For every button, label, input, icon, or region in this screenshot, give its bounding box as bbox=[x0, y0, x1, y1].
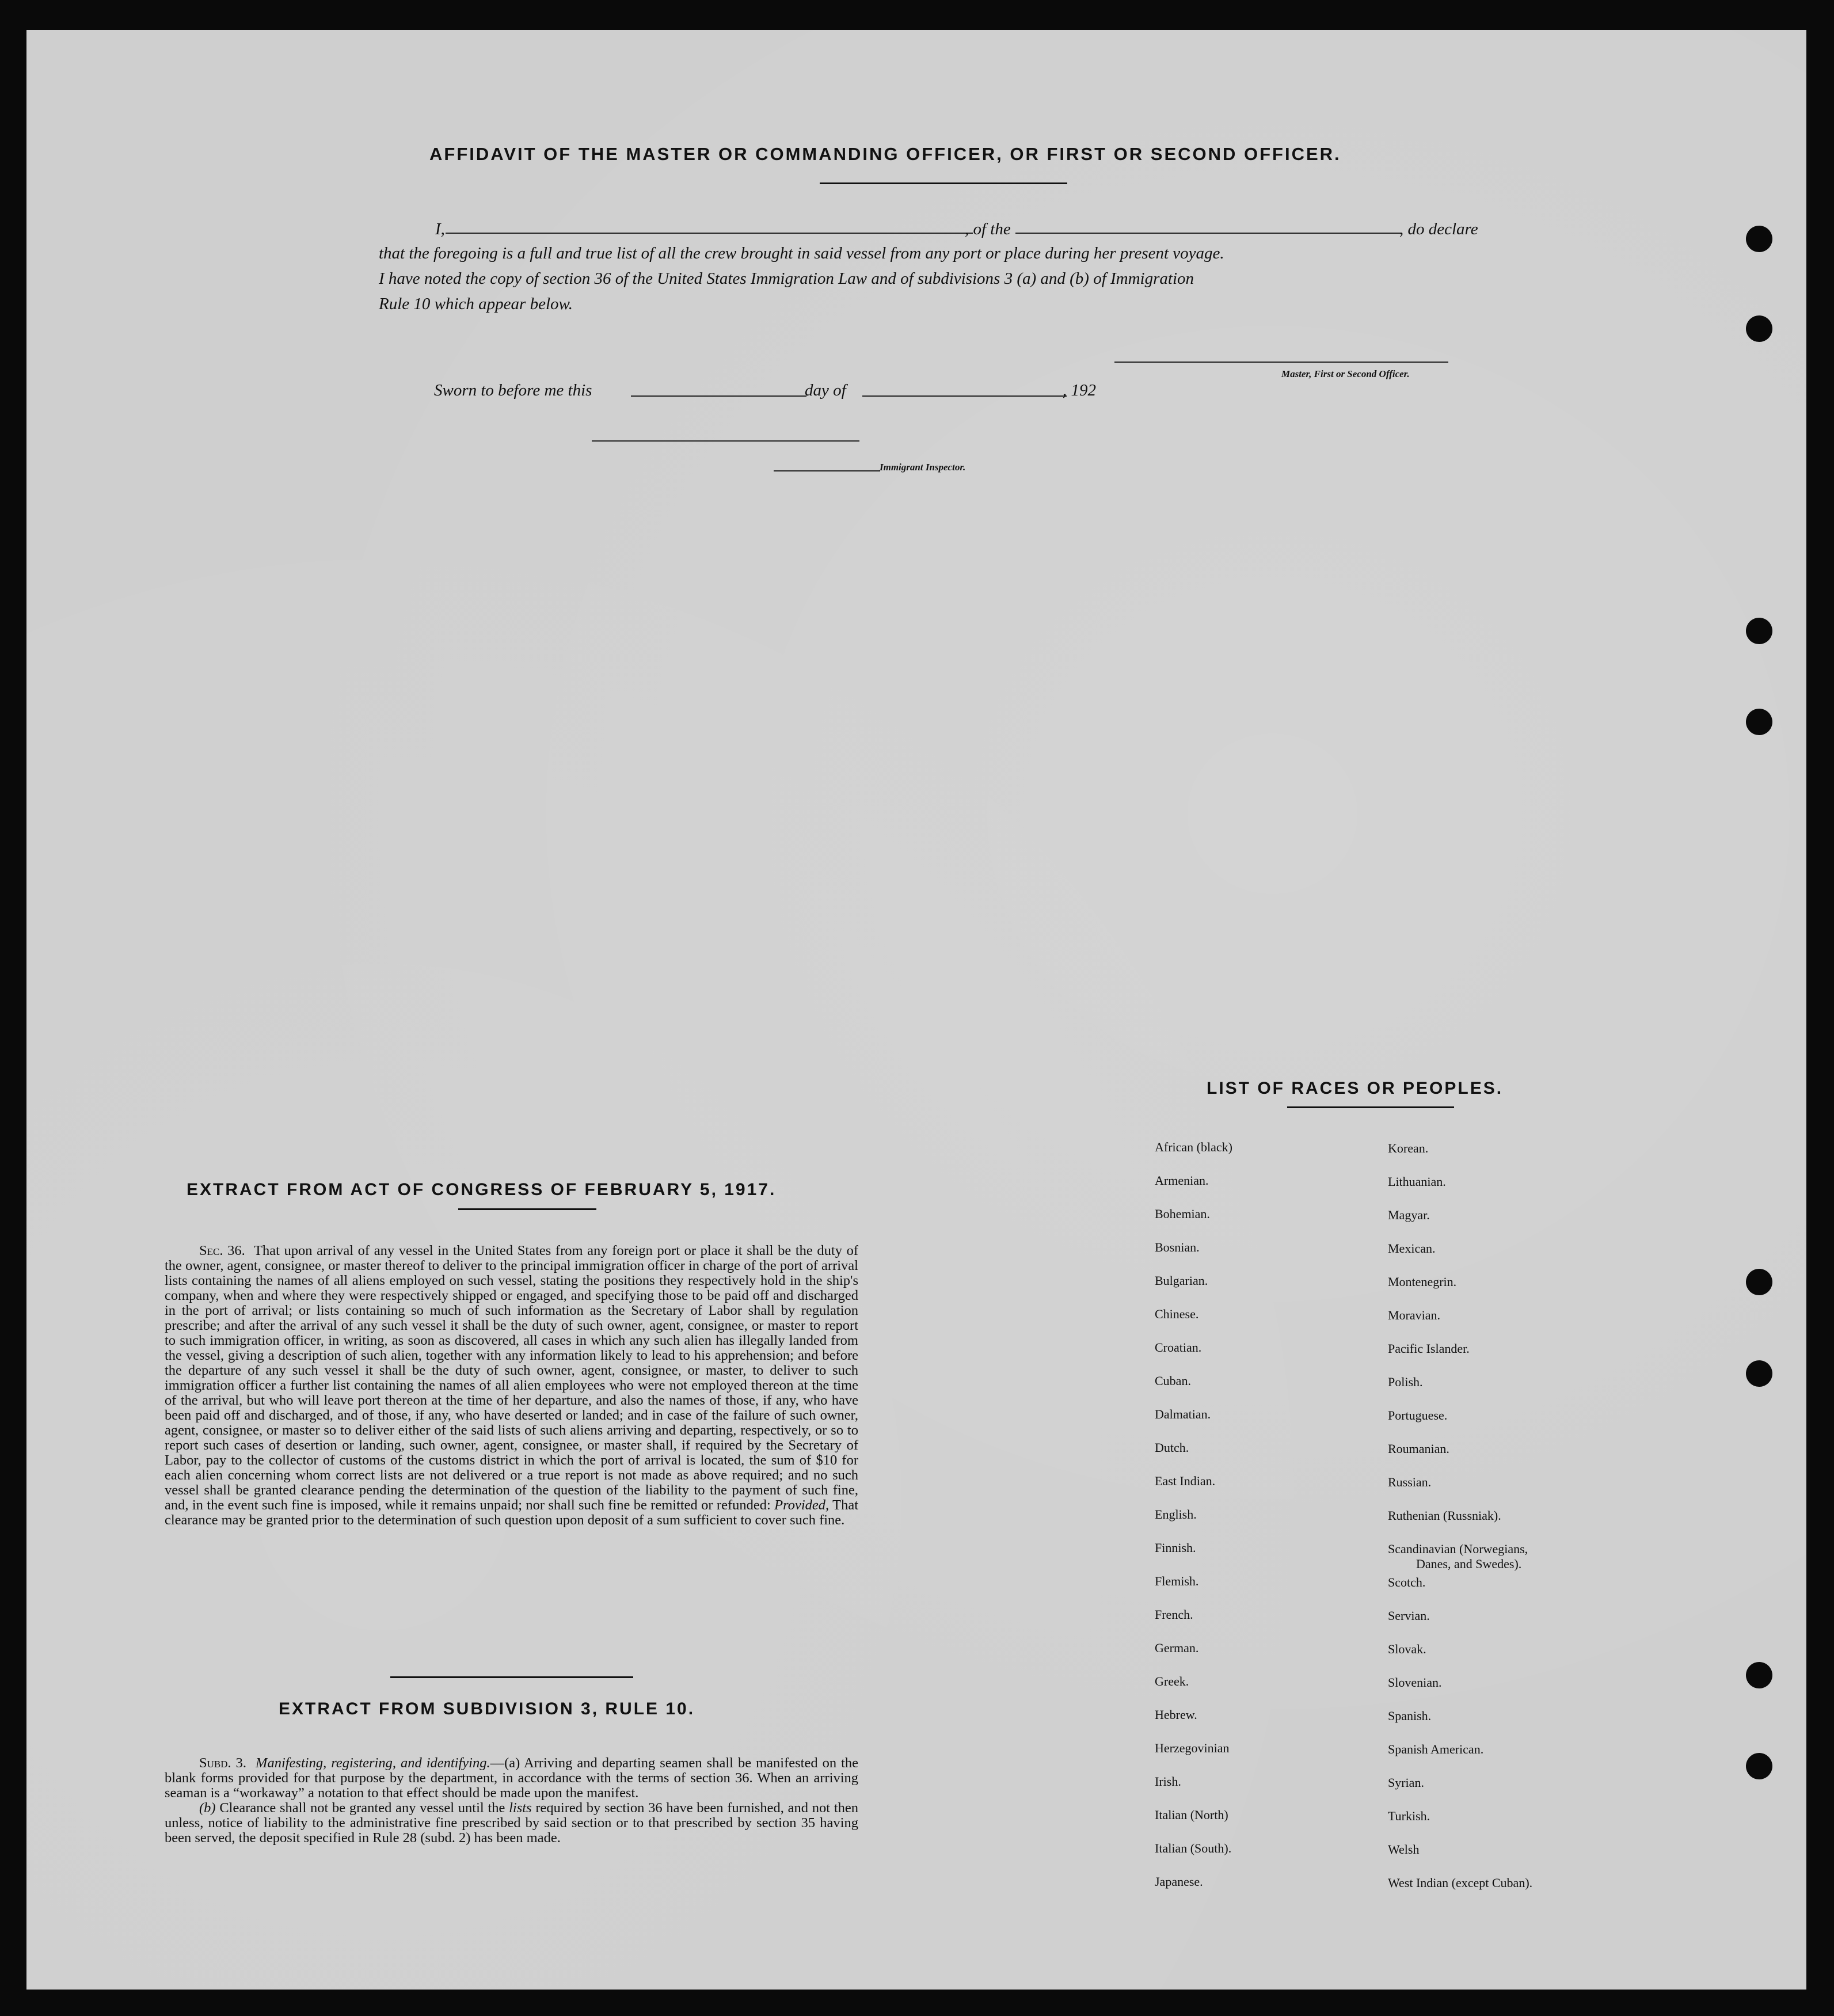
races-title: LIST OF RACES OR PEOPLES. bbox=[1207, 1079, 1504, 1098]
race-item: Dutch. bbox=[1155, 1440, 1189, 1455]
subdivision-heading: Manifesting, registering, and identifying. bbox=[256, 1755, 490, 1771]
sworn-label: Sworn to before me this bbox=[434, 381, 592, 400]
affidavit-text-line2: that the foregoing is a full and true list of all the crew brought in said vessel from any port or place during her present voyage. bbox=[379, 244, 1224, 263]
declarant-prefix: I, bbox=[435, 220, 445, 238]
race-item: Cuban. bbox=[1155, 1374, 1191, 1388]
race-item: Lithuanian. bbox=[1388, 1174, 1446, 1189]
subdivision-b-label: (b) bbox=[199, 1800, 216, 1816]
title-underline bbox=[820, 182, 1067, 184]
race-item: Dalmatian. bbox=[1155, 1407, 1211, 1421]
day-of-label: day of bbox=[805, 381, 846, 400]
race-item: Portuguese. bbox=[1388, 1408, 1448, 1422]
sworn-month-line[interactable] bbox=[862, 395, 1067, 397]
vessel-name-line[interactable] bbox=[1015, 233, 1401, 234]
race-item: Scandinavian (Norwegians, bbox=[1388, 1542, 1528, 1556]
subdivision-label: Subd. 3. bbox=[199, 1755, 247, 1771]
race-item: Turkish. bbox=[1388, 1809, 1430, 1823]
affidavit-title: AFFIDAVIT OF THE MASTER OR COMMANDING OFFICER, OR FIRST OR SECOND OFFICER. bbox=[429, 144, 1341, 164]
race-item: English. bbox=[1155, 1507, 1197, 1521]
race-item: Russian. bbox=[1388, 1475, 1432, 1489]
sworn-day-line[interactable] bbox=[631, 395, 806, 397]
declare-label: , do declare bbox=[1399, 220, 1478, 238]
race-item: Italian (North) bbox=[1155, 1808, 1228, 1822]
binder-hole bbox=[1746, 709, 1772, 735]
inspector-signature-line[interactable] bbox=[592, 440, 859, 442]
race-item: Mexican. bbox=[1388, 1241, 1436, 1256]
race-item: Welsh bbox=[1388, 1842, 1420, 1857]
rule-title: EXTRACT FROM SUBDIVISION 3, RULE 10. bbox=[279, 1699, 695, 1718]
race-item: Servian. bbox=[1388, 1608, 1430, 1623]
race-item: Syrian. bbox=[1388, 1775, 1424, 1790]
binder-hole bbox=[1746, 1360, 1772, 1387]
binder-hole bbox=[1746, 1662, 1772, 1688]
of-the-label: , of the bbox=[965, 220, 1011, 238]
race-item: Armenian. bbox=[1155, 1173, 1209, 1188]
act-title-underline bbox=[458, 1208, 596, 1210]
race-item: Ruthenian (Russniak). bbox=[1388, 1508, 1501, 1523]
race-item: Greek. bbox=[1155, 1674, 1189, 1688]
race-item: Irish. bbox=[1155, 1774, 1181, 1789]
race-item: Bosnian. bbox=[1155, 1240, 1200, 1254]
race-item: Spanish. bbox=[1388, 1709, 1432, 1723]
race-item: Chinese. bbox=[1155, 1307, 1199, 1321]
race-item: Finnish. bbox=[1155, 1540, 1196, 1555]
binder-hole bbox=[1746, 1269, 1772, 1295]
affidavit-text-line3: I have noted the copy of section 36 of the United States Immigration Law and of subdivisions 3 (a) and (b) of Immigration bbox=[379, 269, 1194, 288]
master-signature-line[interactable] bbox=[1114, 362, 1448, 363]
rule-10-text bbox=[165, 1756, 858, 1846]
race-item: Danes, and Swedes). bbox=[1416, 1557, 1522, 1571]
race-item: Slovenian. bbox=[1388, 1675, 1442, 1690]
race-item: Bohemian. bbox=[1155, 1207, 1210, 1221]
race-item: Flemish. bbox=[1155, 1574, 1199, 1588]
manifest-page bbox=[26, 30, 1806, 1990]
affidavit-text-line4: Rule 10 which appear below. bbox=[379, 295, 573, 313]
race-item: East Indian. bbox=[1155, 1474, 1216, 1488]
race-item: Japanese. bbox=[1155, 1874, 1203, 1889]
race-item: Moravian. bbox=[1388, 1308, 1441, 1322]
race-item: Korean. bbox=[1388, 1141, 1429, 1155]
inspector-caption: Immigrant Inspector. bbox=[880, 462, 966, 473]
section-36-text bbox=[165, 1243, 858, 1528]
race-item: Scotch. bbox=[1388, 1575, 1426, 1589]
race-item: Croatian. bbox=[1155, 1340, 1202, 1355]
subdivision-b-text-1: Clearance shall not be granted any vessel until the bbox=[219, 1800, 505, 1816]
race-item: German. bbox=[1155, 1641, 1199, 1655]
race-item: Hebrew. bbox=[1155, 1707, 1197, 1722]
year-label: , 192 bbox=[1063, 381, 1096, 400]
race-item: Pacific Islander. bbox=[1388, 1341, 1470, 1356]
race-item: Roumanian. bbox=[1388, 1441, 1449, 1456]
section-36-label: Sec. 36. bbox=[199, 1243, 245, 1258]
proviso-body: That clearance may be granted prior to the determination of such question upon deposit of a sum sufficient to cover such fine. bbox=[165, 1497, 859, 1528]
section-separator bbox=[390, 1676, 633, 1678]
section-36-body: That upon arrival of any vessel in the United States from any foreign port or place it shall be the duty of the owner, agent, consignee, or master thereof to deliver to the principal immigration officer in charge of the port of arrival lists containing the names of all aliens employed on such vessel, stating the positions they respectively hold in the ship's company, when and where they were respectively shipped or engaged, and specifying those to be paid off and discharged in the port of arrival; or lists containing so much of such information as the Secretary of Labor shall by regulation prescribe; and after the arrival of any such vessel it shall be the duty of such owner, agent, consignee, or master to report to such immigration officer, in writing, as soon as discovered, all cases in which any such alien has illegally landed from the vessel, giving a description of such alien, together with any information likely to lead to his apprehension; and before the departure of any such vessel it shall be the duty of such owner, agent, consignee, or master, to deliver to such immigration officer a further list containing the names of all alien employees who were not employed thereon at the time of the arrival, but who will leave port thereon at the time of her departure, and also the names of those, if any, who have been paid off and discharged, and of those, if any, who have deserted or landed; and in case of the failure of such owner, agent, consignee, or master so to deliver either of the said lists of such aliens arriving and departing, respectively, or so to report such cases of desertion or landing, such owner, agent, consignee, or master shall, if required by the Secretary of Labor, pay to the collector of customs of the customs district in which the port of arrival is located, the sum of $10 for each alien concerning whom correct lists are not delivered or a true report is not made as above required; and no such vessel shall be granted clearance pending the determination of the question of the liability to the payment of such fine, and, in the event such fine is imposed, while it remains unpaid; nor shall such fine be remitted or refunded: bbox=[165, 1243, 858, 1513]
proviso-label: Provided, bbox=[774, 1497, 830, 1513]
master-caption: Master, First or Second Officer. bbox=[1281, 368, 1410, 379]
race-item: Polish. bbox=[1388, 1375, 1423, 1389]
race-item: Herzegovinian bbox=[1155, 1741, 1230, 1755]
race-item: West Indian (except Cuban). bbox=[1388, 1876, 1533, 1890]
subdivision-a-text: —(a) Arriving and departing seamen shall be manifested on the blank forms provided for that purpose by the department, in accordance with the terms of section 36. When an arriving seaman is a “workaway” a notation to that effect should be made upon the manifest. bbox=[165, 1755, 858, 1801]
race-item: Spanish American. bbox=[1388, 1742, 1484, 1756]
subdivision-b-lists: lists bbox=[509, 1800, 532, 1816]
inspector-caption-line bbox=[774, 470, 880, 471]
race-item: Slovak. bbox=[1388, 1642, 1426, 1656]
binder-hole bbox=[1746, 618, 1772, 644]
race-item: Italian (South). bbox=[1155, 1841, 1232, 1855]
races-title-underline bbox=[1287, 1106, 1454, 1108]
subdivision-b-text-2: required by section 36 have been furnished, and not then unless, notice of liability to the administrative fine prescribed by said section or to that prescribed by section 35 having been served, the deposit specified in Rule 28 (subd. 2) has been made. bbox=[165, 1800, 858, 1846]
binder-hole bbox=[1746, 315, 1772, 342]
binder-hole bbox=[1746, 1753, 1772, 1779]
act-title: EXTRACT FROM ACT OF CONGRESS OF FEBRUARY 5, 1917. bbox=[187, 1180, 777, 1199]
declarant-name-line[interactable] bbox=[446, 233, 973, 234]
race-item: Montenegrin. bbox=[1388, 1275, 1457, 1289]
binder-hole bbox=[1746, 226, 1772, 252]
race-item: African (black) bbox=[1155, 1140, 1232, 1154]
race-item: French. bbox=[1155, 1607, 1193, 1622]
race-item: Bulgarian. bbox=[1155, 1273, 1208, 1288]
race-item: Magyar. bbox=[1388, 1208, 1430, 1222]
